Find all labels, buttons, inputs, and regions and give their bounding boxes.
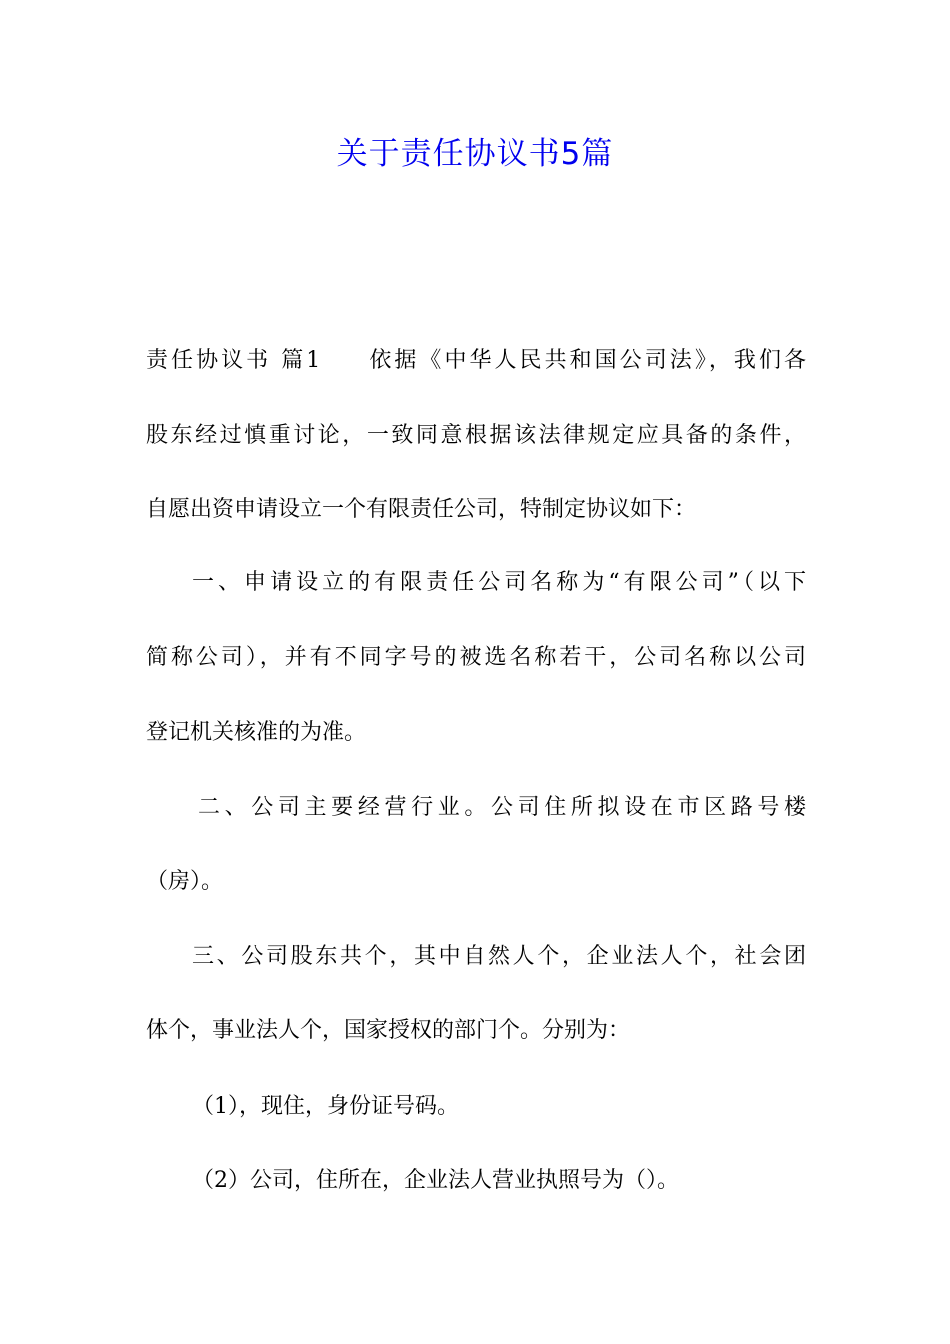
paragraph-line: 简称公司），并有不同字号的被选名称若干，公司名称以公司 xyxy=(146,645,806,670)
paragraph-line: 一、申请设立的有限责任公司名称为“有限公司”（以下 xyxy=(192,570,806,595)
paragraph-line: 体个，事业法人个，国家授权的部门个。分别为： xyxy=(146,1018,631,1043)
section-heading: 责任协议书 篇1 xyxy=(146,348,321,373)
paragraph-line: 股东经过慎重讨论，一致同意根据该法律规定应具备的条件， xyxy=(146,423,806,448)
paragraph-line: （2）公司，住所在，企业法人营业执照号为（）。 xyxy=(192,1168,679,1193)
line-text: 依据《中华人民共和国公司法》，我们各 xyxy=(366,348,806,373)
paragraph-line: （1），现住，身份证号码。 xyxy=(192,1094,459,1119)
paragraph-line xyxy=(146,346,806,376)
paragraph-line: （房）。 xyxy=(146,869,224,894)
paragraph-line: 二、公司主要经营行业。公司住所拟设在市区路号楼 xyxy=(198,795,806,820)
document-title: 关于责任协议书5篇 xyxy=(336,136,614,172)
paragraph-line: 三、公司股东共个，其中自然人个，企业法人个，社会团 xyxy=(192,944,806,969)
paragraph-line: 自愿出资申请设立一个有限责任公司，特制定协议如下： xyxy=(146,497,697,522)
paragraph-line: 登记机关核准的为准。 xyxy=(146,720,367,745)
